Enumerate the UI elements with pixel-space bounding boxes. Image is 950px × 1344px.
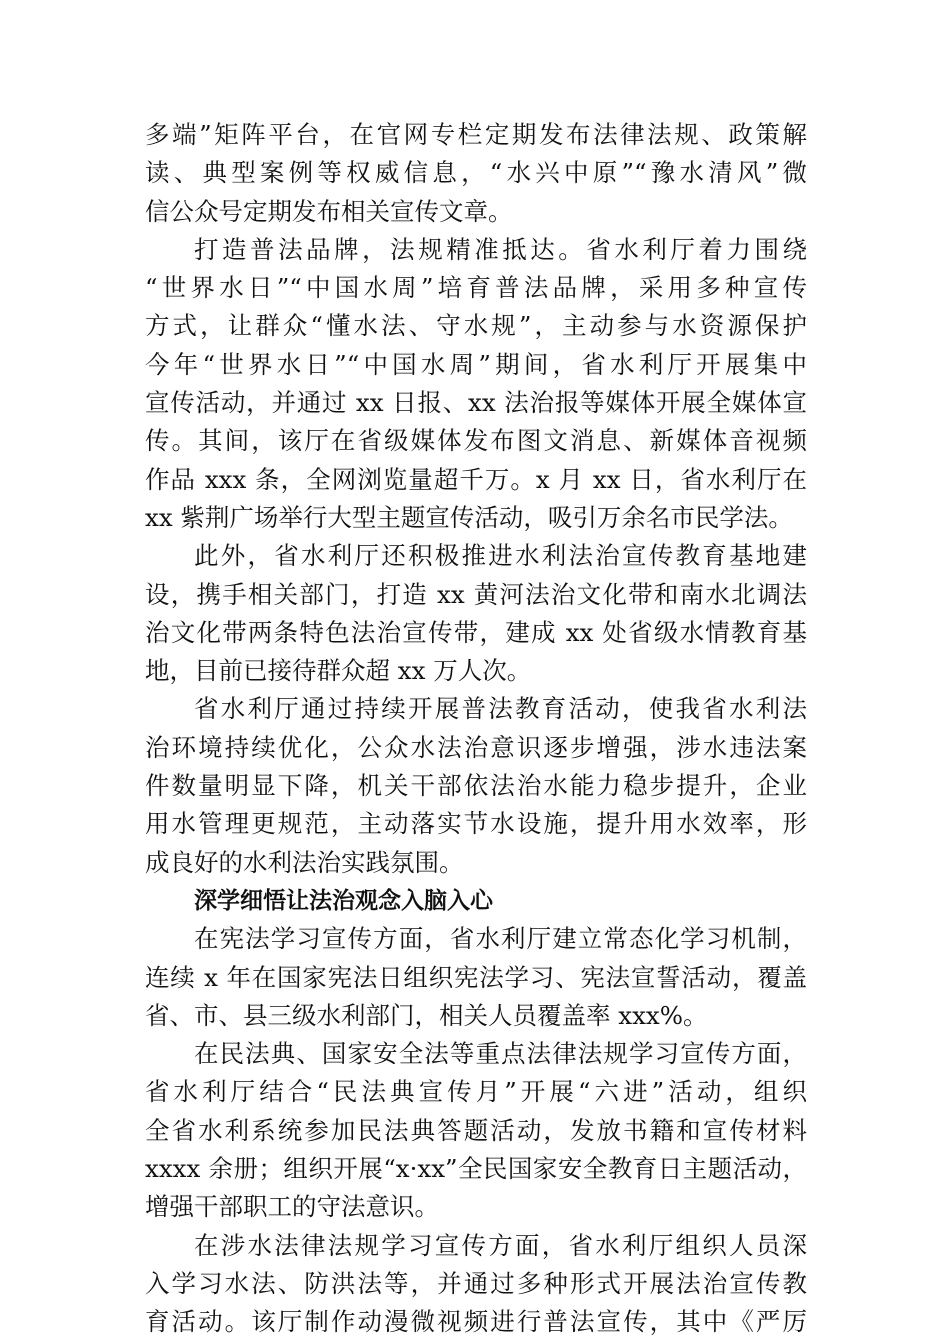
text-line: 此外，省水利厅还积极推进水利法治宣传教育基地建 bbox=[194, 541, 807, 571]
text-line: 地，目前已接待群众超 xx 万人次。 bbox=[145, 656, 532, 686]
paragraph bbox=[145, 690, 807, 881]
text-line: 方式，让群众“懂水法、守水规”，主动参与水资源保护 bbox=[145, 311, 807, 341]
paragraph bbox=[145, 1035, 807, 1226]
text-line: 增强干部职工的守法意识。 bbox=[145, 1192, 439, 1222]
section-heading: 深学细悟让法治观念入脑入心 bbox=[194, 887, 493, 914]
text-line: “世界水日”“中国水周”培育普法品牌，采用多种宣传 bbox=[145, 273, 807, 303]
text-line: 件数量明显下降，机关干部依法治水能力稳步提升，企业 bbox=[145, 771, 807, 801]
text-line: 作品 xxx 条，全网浏览量超千万。x 月 xx 日，省水利厅在 bbox=[145, 464, 807, 494]
text-line: 打造普法品牌，法规精准抵达。省水利厅着力围绕 bbox=[194, 234, 807, 264]
paragraph bbox=[145, 920, 807, 1035]
text-line: 全省水利系统参加民法典答题活动，发放书籍和宣传材料 bbox=[145, 1115, 807, 1145]
text-line: 入学习水法、防洪法等，并通过多种形式开展法治宣传教 bbox=[145, 1268, 807, 1298]
text-line: 在宪法学习宣传方面，省水利厅建立常态化学习机制， bbox=[194, 924, 807, 954]
paragraph bbox=[145, 116, 807, 231]
paragraph bbox=[145, 537, 807, 690]
text-line: 宣传活动，并通过 xx 日报、xx 法治报等媒体开展全媒体宣 bbox=[145, 388, 807, 418]
text-line: 设，携手相关部门，打造 xx 黄河法治文化带和南水北调法 bbox=[145, 579, 807, 609]
text-line: 用水管理更规范，主动落实节水设施，提升用水效率，形 bbox=[145, 809, 807, 839]
text-line: 传。其间，该厅在省级媒体发布图文消息、新媒体音视频 bbox=[145, 426, 807, 456]
text-line: 连续 x 年在国家宪法日组织宪法学习、宪法宣誓活动，覆盖 bbox=[145, 962, 807, 992]
text-line: 省水利厅通过持续开展普法教育活动，使我省水利法 bbox=[194, 694, 807, 724]
text-line: 成良好的水利法治实践氛围。 bbox=[145, 847, 464, 877]
section-heading-block bbox=[145, 882, 807, 920]
text-line: 在民法典、国家安全法等重点法律法规学习宣传方面， bbox=[194, 1039, 807, 1069]
text-line: 省水利厅结合“民法典宣传月”开展“六进”活动，组织 bbox=[145, 1077, 807, 1107]
text-line: 今年“世界水日”“中国水周”期间，省水利厅开展集中 bbox=[145, 349, 807, 379]
paragraph bbox=[145, 231, 807, 537]
document-page bbox=[145, 116, 807, 1342]
text-line: 治环境持续优化，公众水法治意识逐步增强，涉水违法案 bbox=[145, 732, 807, 762]
text-line: 治文化带两条特色法治宣传带，建成 xx 处省级水情教育基 bbox=[145, 617, 807, 647]
text-line: xx 紫荆广场举行大型主题宣传活动，吸引万余名市民学法。 bbox=[145, 502, 793, 532]
text-line: 多端”矩阵平台，在官网专栏定期发布法律法规、政策解 bbox=[145, 120, 807, 149]
paragraph bbox=[145, 1227, 807, 1342]
text-line: 信公众号定期发布相关宣传文章。 bbox=[145, 196, 513, 226]
text-line: 读、典型案例等权威信息，“水兴中原”“豫水清风”微 bbox=[145, 158, 807, 188]
text-line: xxxx 余册；组织开展“x·xx”全民国家安全教育日主题活动， bbox=[145, 1154, 807, 1184]
text-line: 在涉水法律法规学习宣传方面，省水利厅组织人员深 bbox=[194, 1230, 807, 1260]
text-line: 育活动。该厅制作动漫微视频进行普法宣传，其中《严厉 bbox=[145, 1307, 807, 1337]
text-line: 省、市、县三级水利部门，相关人员覆盖率 xxx%。 bbox=[145, 1000, 708, 1030]
